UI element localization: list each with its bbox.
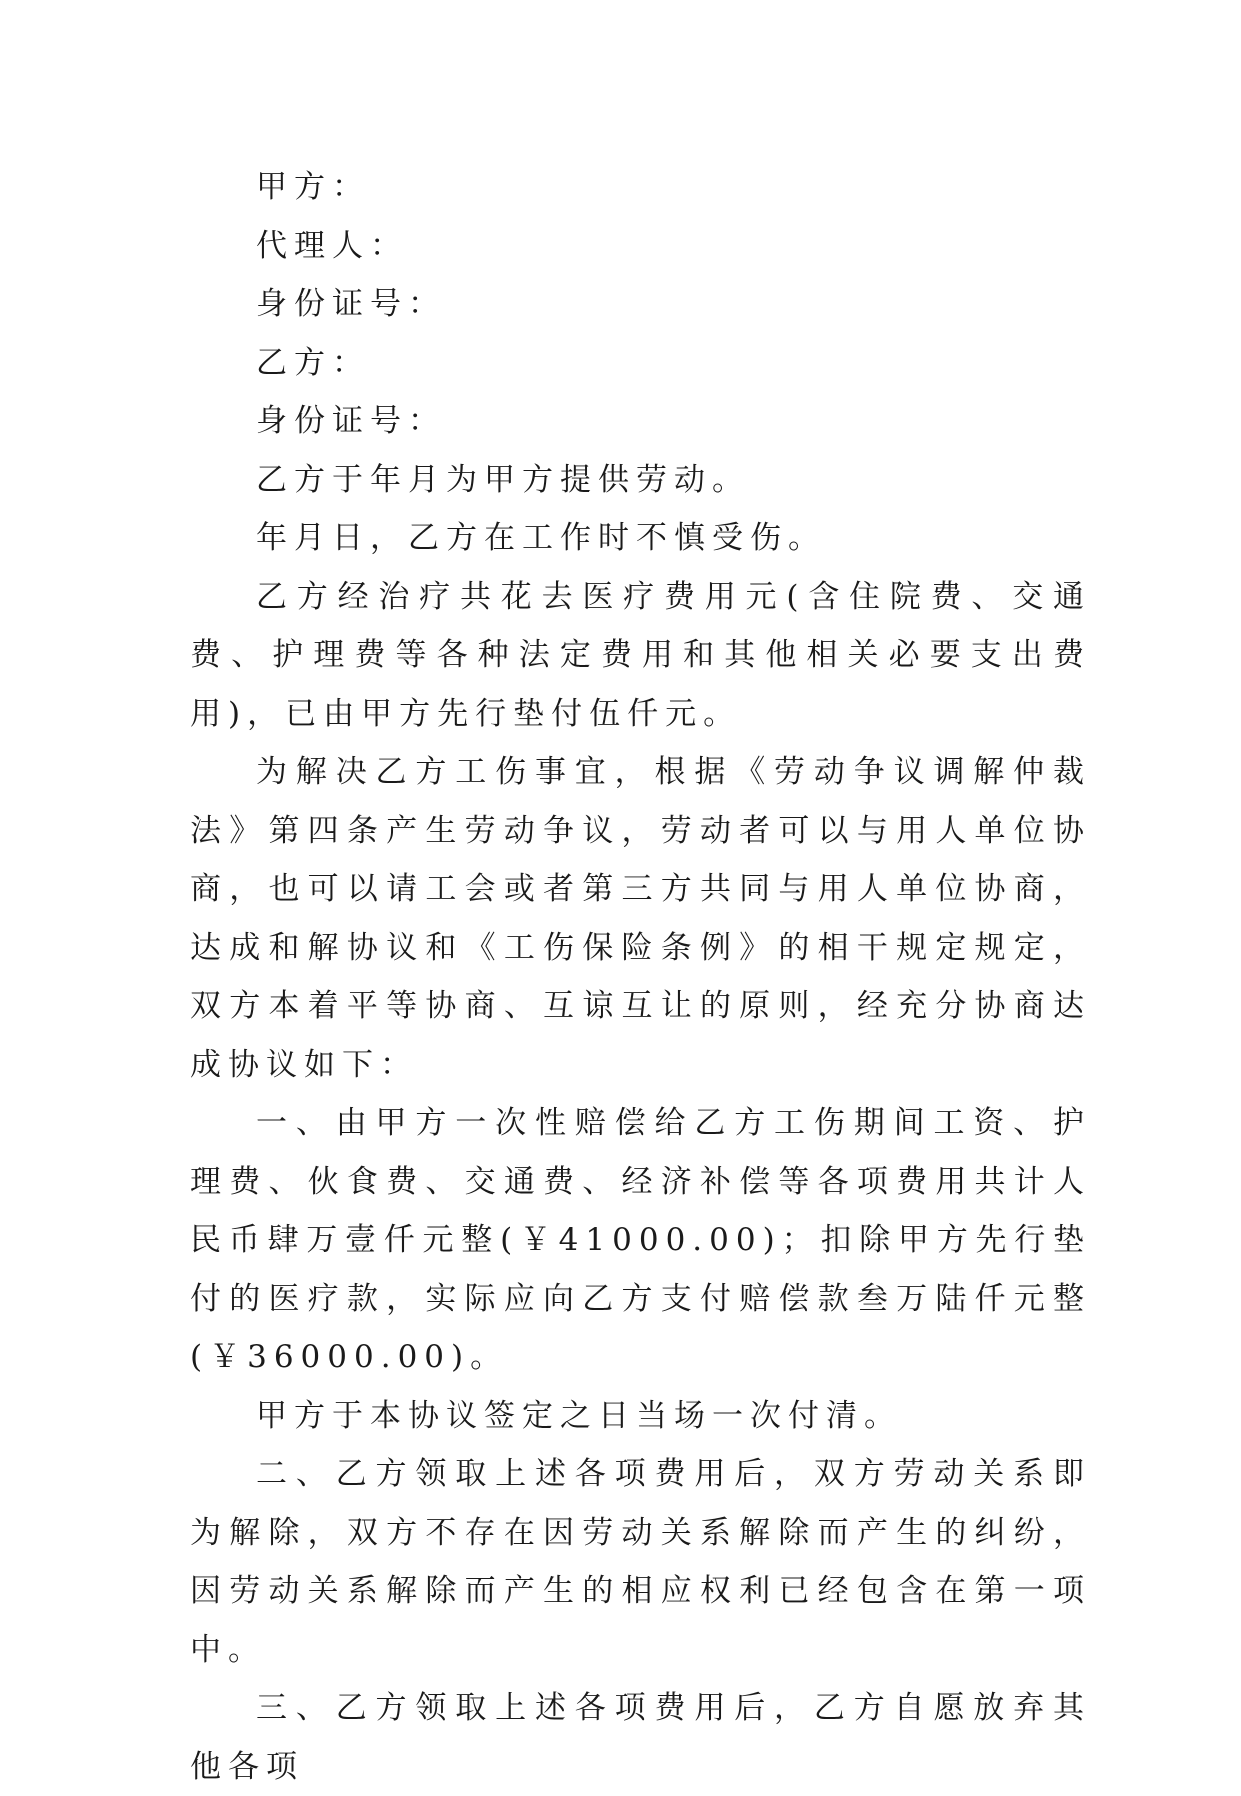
party-b-label: 乙方：: [256, 344, 370, 381]
clause-three: 三、乙方领取上述各项费用后，乙方自愿放弃其他各项: [190, 1690, 1091, 1785]
agent-label: 代理人：: [256, 227, 408, 264]
employment-statement: 乙方于年月为甲方提供劳动。: [256, 461, 750, 498]
party-b-id-label: 身份证号：: [256, 403, 446, 439]
payment-statement: 甲方于本协议签定之日当场一次付清。: [256, 1397, 902, 1434]
party-a-label: 甲方：: [256, 169, 370, 205]
clause-one: 一、由甲方一次性赔偿给乙方工伤期间工资、护理费、伙食费、交通费、经济补偿等各项费用共计人民币肆万壹仟元整(￥41000.00)；扣除甲方先行垫付的医疗款，实际应向乙方支付赔偿款叁万陆仟元整(￥36000.00)。: [190, 1105, 1091, 1375]
clause-two: 二、乙方领取上述各项费用后，双方劳动关系即为解除，双方不存在因劳动关系解除而产生的纠纷，因劳动关系解除而产生的相应权利已经包含在第一项中。: [190, 1456, 1091, 1668]
injury-statement: 年月日，乙方在工作时不慎受伤。: [256, 520, 826, 556]
medical-cost-paragraph: 乙方经治疗共花去医疗费用元(含住院费、交通费、护理费等各种法定费用和其他相关必要支出费用)，已由甲方先行垫付伍仟元。: [190, 578, 1091, 732]
party-a-id-label: 身份证号：: [256, 286, 446, 322]
legal-basis-paragraph: 为解决乙方工伤事宜，根据《劳动争议调解仲裁法》第四条产生劳动争议，劳动者可以与用人单位协商，也可以请工会或者第三方共同与用人单位协商，达成和解协议和《工伤保险条例》的相干规定规定，双方本着平等协商、互谅互让的原则，经充分协商达成协议如下：: [190, 754, 1091, 1083]
